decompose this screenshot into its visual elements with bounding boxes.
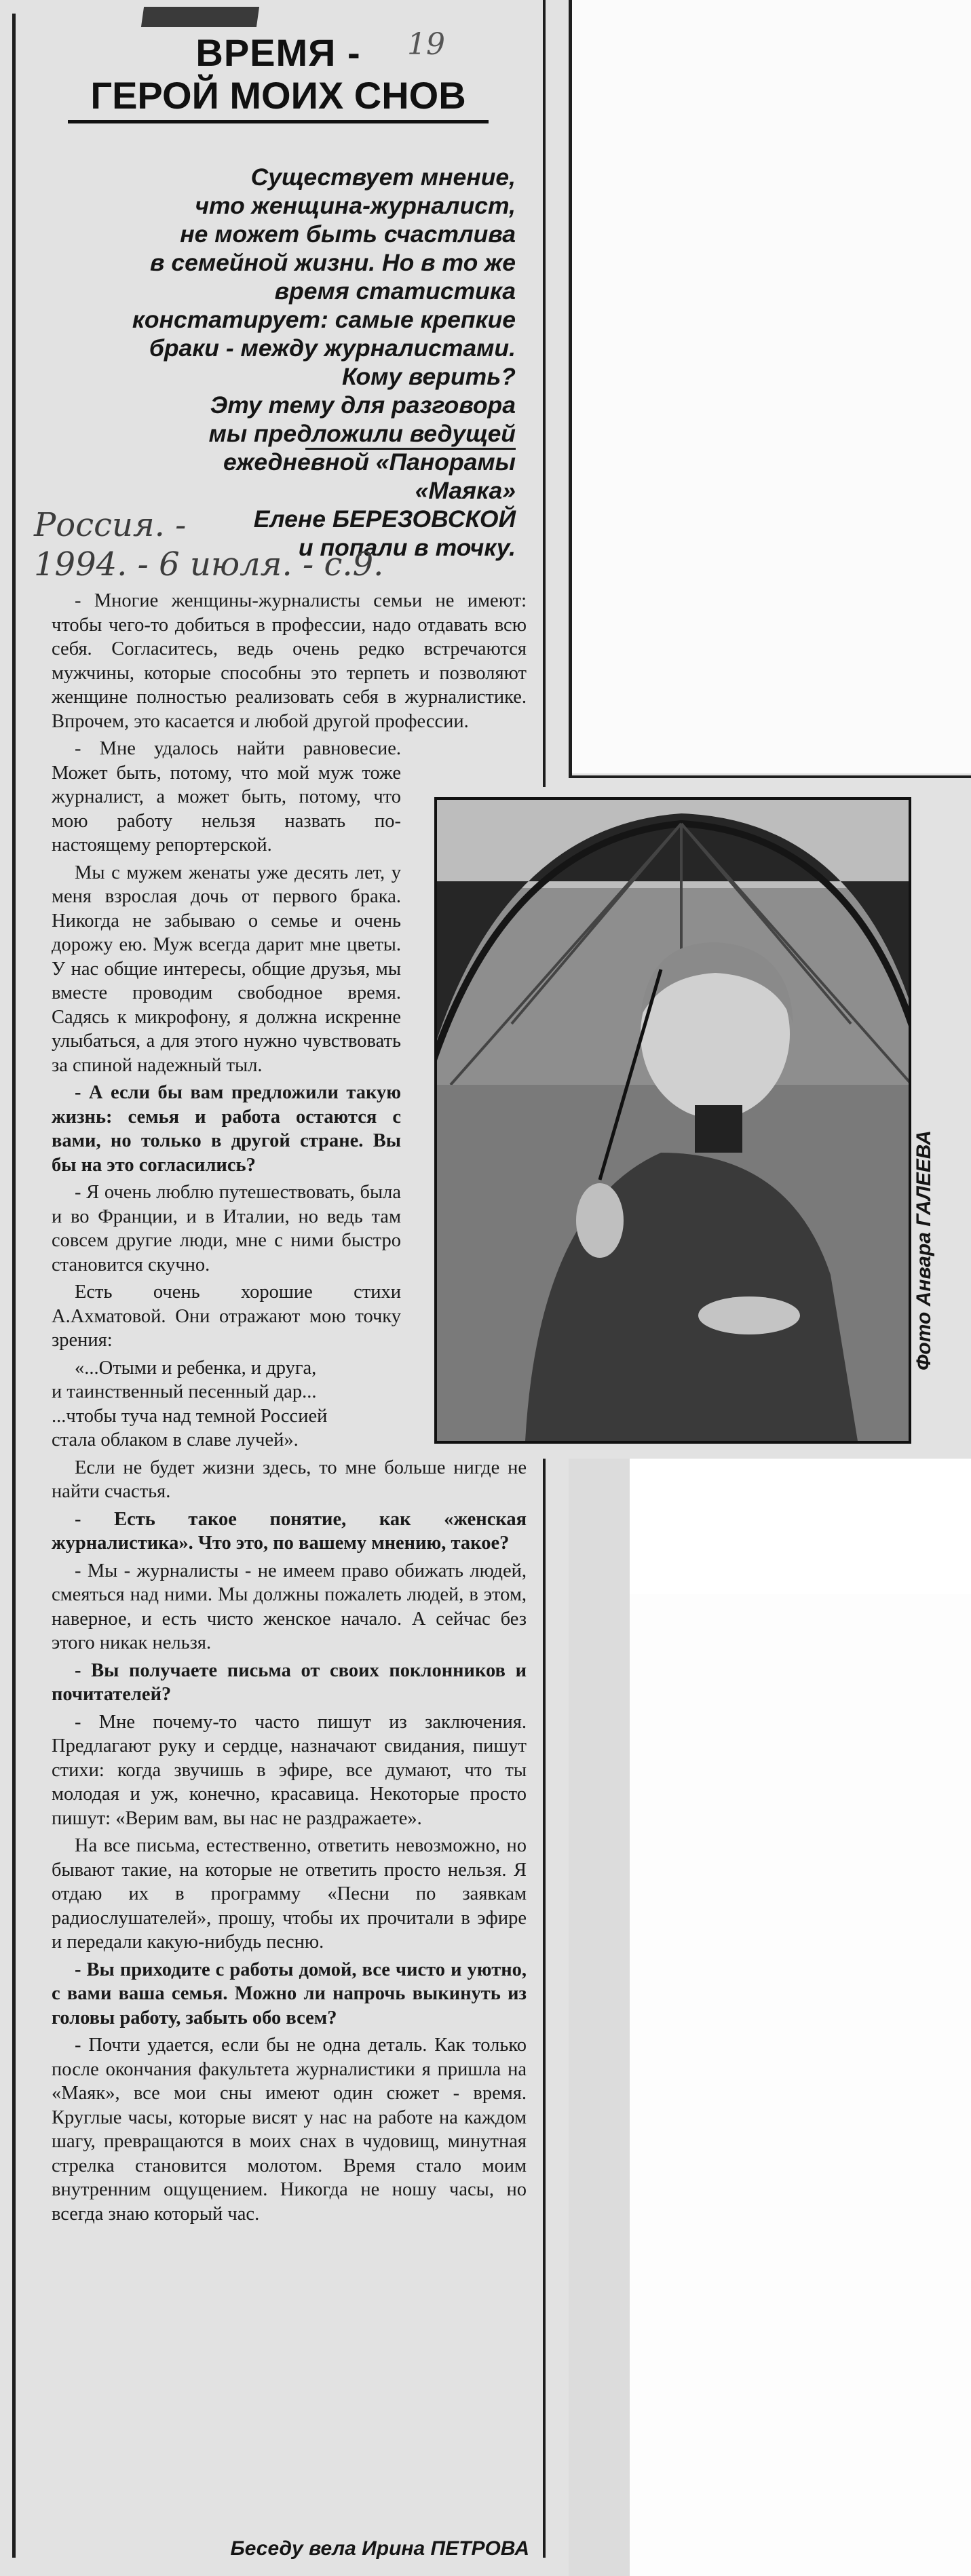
body-paragraph: - Мне удалось найти равновесие. Может быть, потому, что мой муж тоже журналист, а может быть, потому, что мою работу нельзя назвать по-настоящему репортерской. <box>52 738 401 856</box>
intro-line: констатирует: самые крепкие <box>132 306 516 333</box>
clipping-right-rule <box>569 0 572 777</box>
poem-quote: «...Отыми и ребенка, и друга, и таинственный песенный дар... ...чтобы туча над темной Россией стала облаком в славе лучей». <box>52 1357 328 1450</box>
interview-question: - Есть такое понятие, как «женская журналистика». Что это, по вашему мнению, такое? <box>52 1508 527 1554</box>
column-right-rule <box>543 0 546 787</box>
body-paragraph: - Многие женщины-журналисты семьи не имеют: чтобы чего-то добиться в профессии, надо отдавать всю себя. Согласитесь, ведь очень редко встречаются мужчины, которые способны это терпеть и позволяют женщине полностью реализовать себя в журналистике. Впрочем, это касается и любой другой профессии. <box>52 590 527 732</box>
body-paragraph: Если не будет жизни здесь, то мне больше нигде не найти счастья. <box>52 1457 527 1502</box>
article-title-line1: ВРЕМЯ - <box>195 31 361 74</box>
intro-line: Елене БЕРЕЗОВСКОЙ <box>253 505 516 533</box>
interview-question: - А если бы вам предложили такую жизнь: семья и работа остаются с вами, но только в другой стране. Вы бы на это согласились? <box>52 1082 401 1176</box>
body-paragraph: - Почти удается, если бы не одна деталь. Как только после окончания факультета журналистики я пришла на «Маяк», все мои сны имеют один сюжет - время. Круглые часы, которые висят у нас на работе на каждом шагу, превращаются в моих снах в чудовищ, минутная стрелка становится молотом. Время стало моим внутренним ощущением. Никогда не ношу часы, но всегда знаю который час. <box>52 2035 527 2225</box>
header-stamp <box>141 7 259 27</box>
handwritten-citation <box>34 505 468 584</box>
intro-line: не может быть счастлива <box>180 220 516 248</box>
body-paragraph: - Мы - журналисты - не имеем право обижать людей, смеяться над ними. Мы должны пожалеть людей, в этом, наверное, и есть чисто женское начало. А сейчас без этого никак нельзя. <box>52 1560 527 1653</box>
intro-line: Кому верить? <box>341 363 516 390</box>
body-paragraph: - Я очень люблю путешествовать, была и во Франции, и в Италии, но ведь там совсем другие люди, мне с ними быстро становится скучно. <box>52 1182 401 1275</box>
body-paragraph: На все письма, естественно, ответить невозможно, но бывают такие, на которые не ответить просто нельзя. Я отдаю их в программу «Песни по заявкам радиослушателей», прошу, чтобы их прочитали в эфире и передали какую-нибудь песню. <box>52 1835 527 1953</box>
interview-question: - Вы получаете письма от своих поклонников и почитателей? <box>52 1659 527 1705</box>
blank-page-area-lower <box>630 1594 971 2576</box>
body-paragraph: - Мне почему-то часто пишут из заключения. Предлагают руку и сердце, назначают свидания, пишут стихи: когда звучишь в эфире, все думают, что ты молодая и уж, конечно, красавица. Некоторые просто пишут: «Верим вам, вы нас не раздражаете». <box>52 1711 527 1829</box>
handwritten-line2: 1994. - 6 июля. - с.9. <box>34 545 384 583</box>
article-intro <box>27 163 516 562</box>
body-paragraph: Мы с мужем женаты уже десять лет, у меня взрослая дочь от первого брака. Никогда не забываю о семье и очень дорожу ею. Муж всегда дарит мне цветы. У нас общие интересы, общие друзья, мы вместе проводим свободное время. Садясь к микрофону, я должна искренне улыбаться, а для этого нужно чувствовать за спиной надежный тыл. <box>52 862 401 1076</box>
intro-line: и попали в точку. <box>298 534 516 561</box>
intro-line: браки - между журналистами. <box>149 334 516 362</box>
intro-line: Существует мнение, <box>250 164 516 191</box>
intro-line: мы предложили ведущей <box>208 420 516 447</box>
photo-illustration <box>437 800 909 1441</box>
column-right-rule-lower <box>543 1459 546 2558</box>
handwritten-line1: Россия. - <box>34 506 187 544</box>
intro-line: ежедневной «Панорамы <box>223 448 516 476</box>
intro-line: время статистика <box>274 277 516 305</box>
intro-line: в семейной жизни. Но в то же <box>150 249 516 276</box>
intro-line: Эту тему для разговора <box>210 391 516 419</box>
photo-top-rule <box>569 775 971 778</box>
article-title-line2: ГЕРОЙ МОИХ СНОВ <box>68 73 489 123</box>
left-border-rule <box>12 14 16 2558</box>
woman-under-umbrella-photo <box>434 797 911 1444</box>
blank-page-area <box>569 0 971 773</box>
interview-question: - Вы приходите с работы домой, все чисто и уютно, с вами ваша семья. Можно ли напрочь выкинуть из головы работу, забыть обо всем? <box>52 1959 527 2029</box>
intro-line: «Маяка» <box>415 477 516 504</box>
photo-credit: Фото Анвара ГАЛЕЕВА <box>913 1130 935 1370</box>
article-signature: Беседу вела Ирина ПЕТРОВА <box>230 2537 529 2560</box>
clipping-strip <box>569 1459 630 2576</box>
intro-line: что женщина-журналист, <box>195 192 516 219</box>
body-paragraph: Есть очень хорошие стихи А.Ахматовой. Они отражают мою точку зрения: <box>52 1282 401 1351</box>
page-number: 19 <box>407 27 445 62</box>
